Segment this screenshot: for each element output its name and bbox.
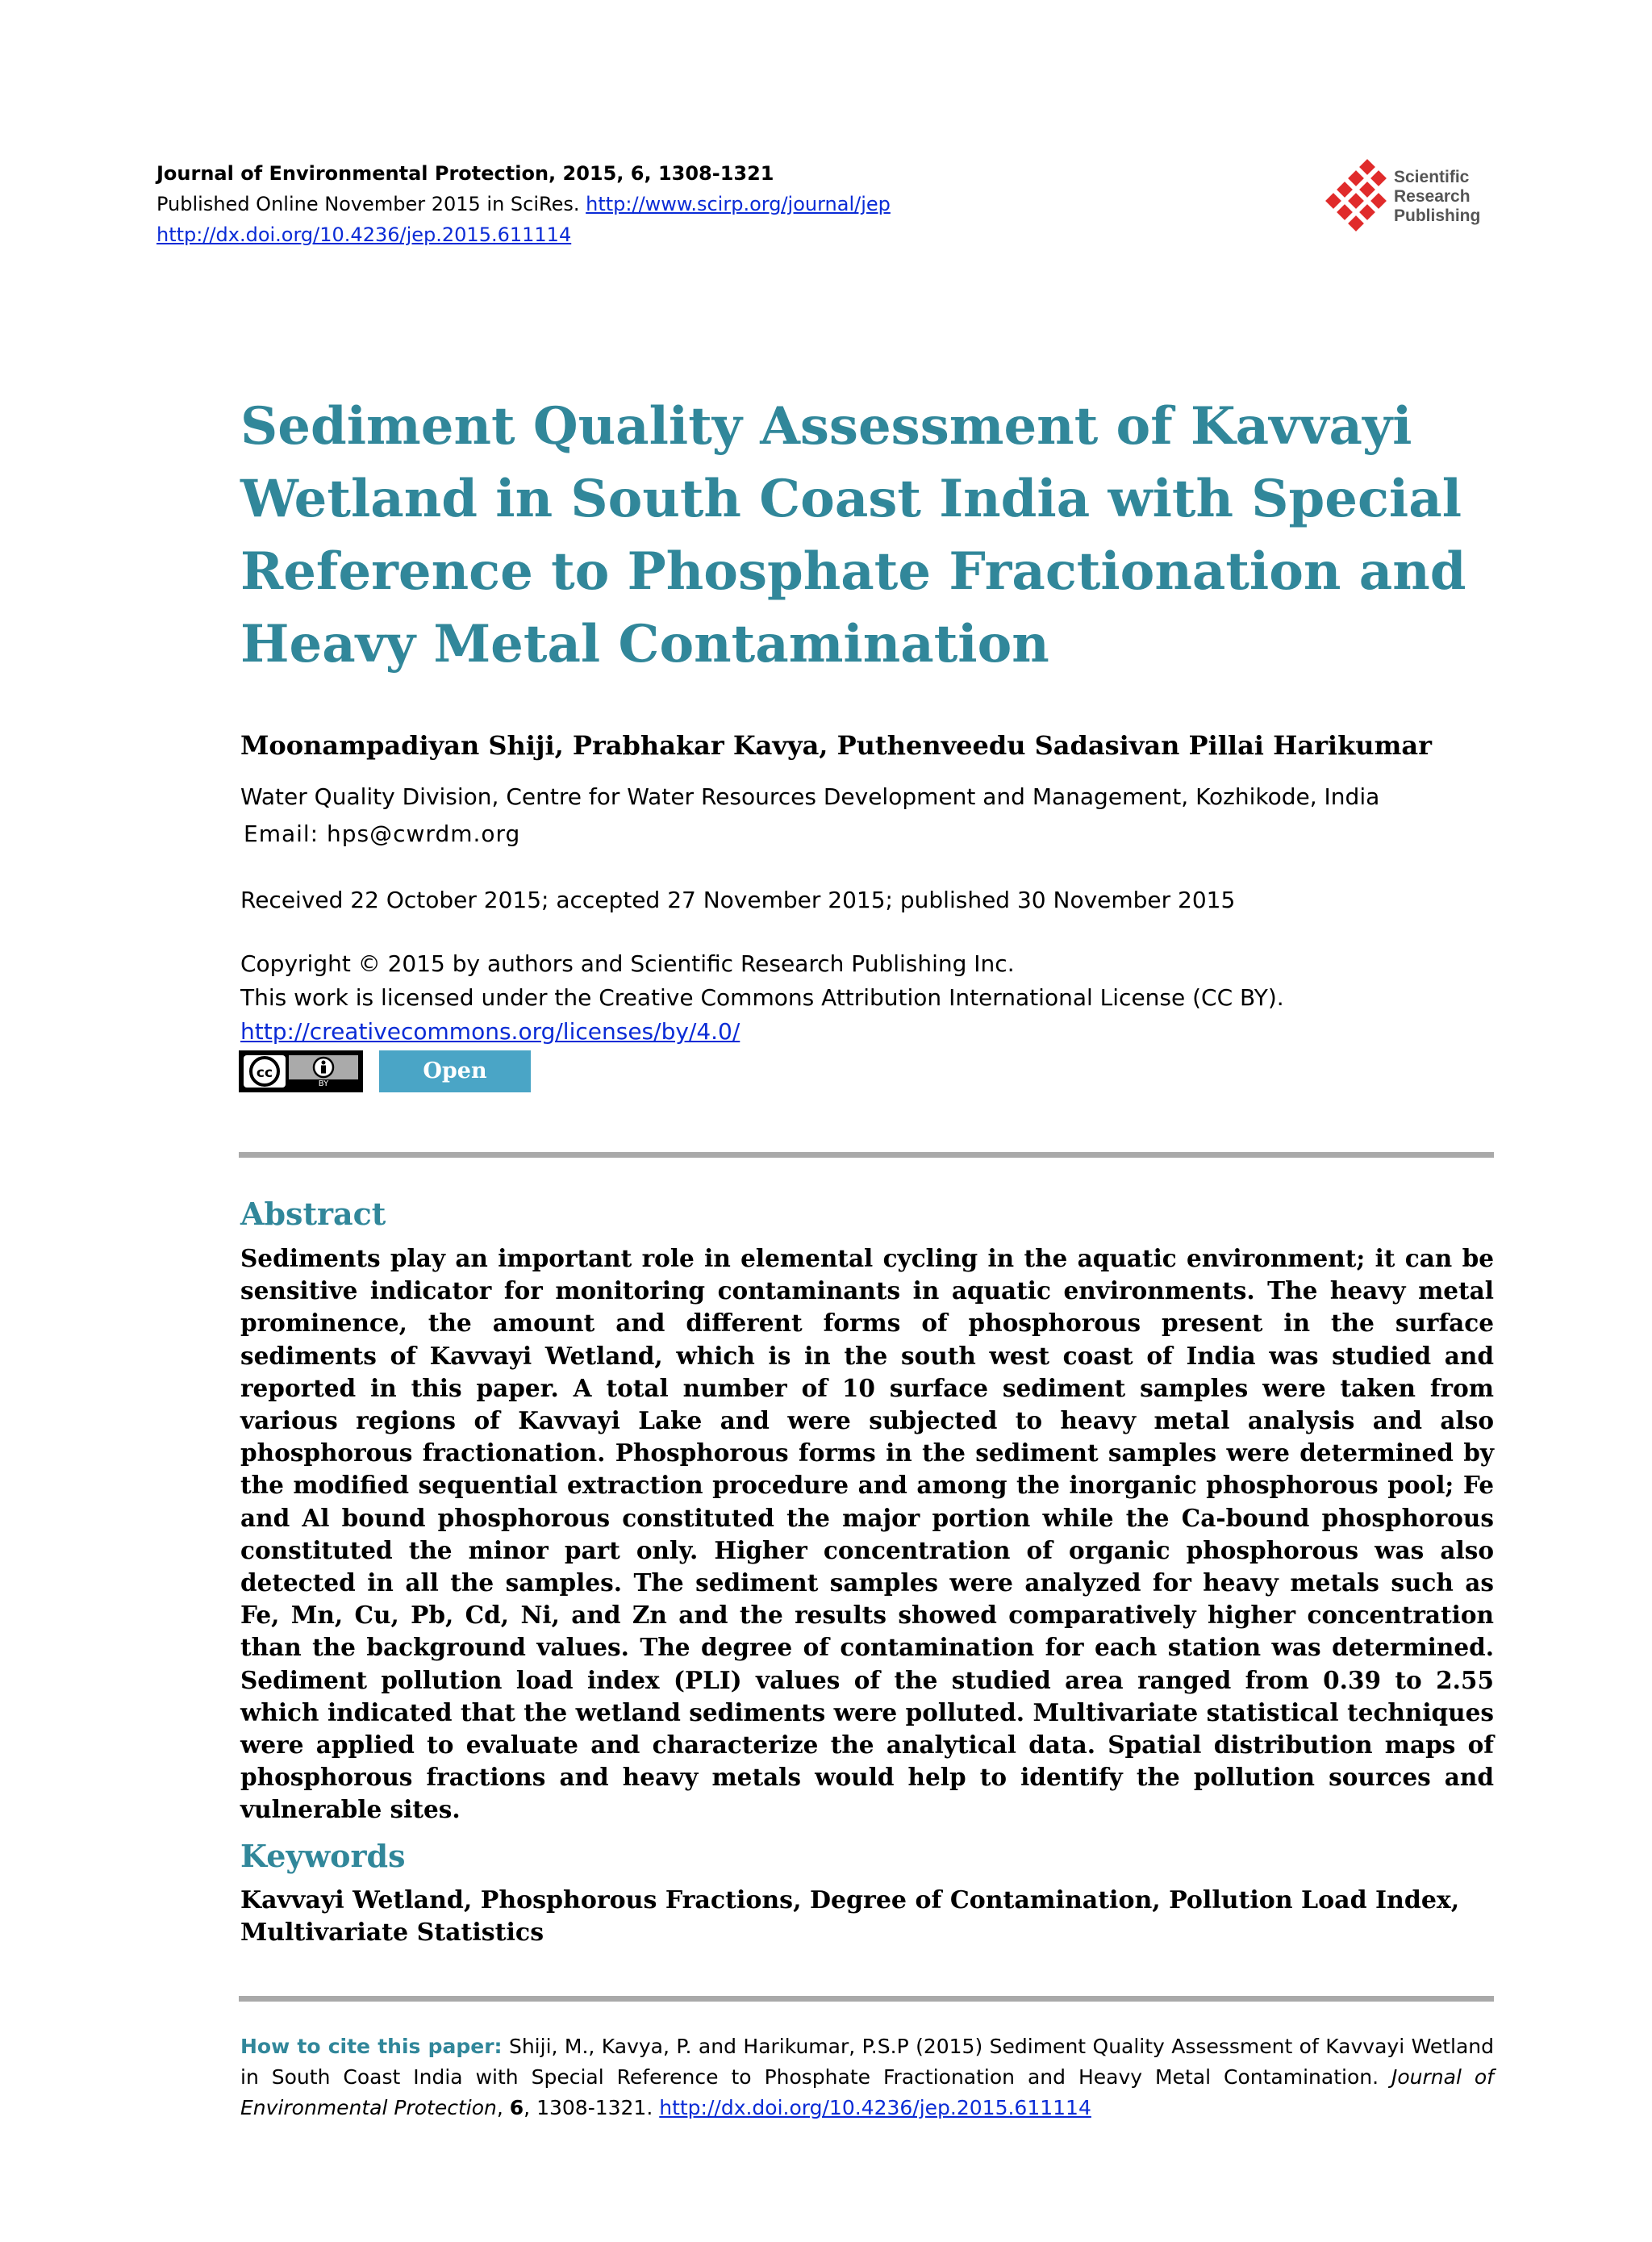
keywords-text: Kavvayi Wetland, Phosphorous Fractions, Degree of Contamination, Pollution Load Index, Multivariate Statistics — [240, 1886, 1460, 1947]
paper-title: Sediment Quality Assessment of Kavvayi Wetland in South Coast India with Special Reference to Phosphate Fractionation and Heavy Metal Contamination — [240, 396, 1466, 674]
section-divider-bottom — [239, 1996, 1494, 2002]
citation-volume: 6 — [509, 2096, 524, 2119]
cc-by-badge[interactable] — [239, 1050, 363, 1092]
published-prefix: Published Online November 2015 in SciRes. — [156, 193, 586, 215]
section-divider-top — [239, 1152, 1494, 1158]
cc-logo-icon — [244, 1055, 286, 1088]
license-url-line — [240, 1015, 1284, 1049]
publisher-name-line2: Research — [1394, 187, 1471, 206]
contact-email: Email: hps@cwrdm.org — [244, 820, 521, 847]
copyright-block — [240, 947, 1284, 1049]
citation-pages: , 1308-1321. — [524, 2096, 660, 2119]
license-link[interactable]: http://creativecommons.org/licenses/by/4.0/ — [240, 1018, 740, 1045]
journal-header — [156, 158, 1205, 250]
publisher-name-line3: Publishing — [1394, 207, 1481, 225]
published-line — [156, 189, 1205, 219]
doi-link[interactable]: http://dx.doi.org/10.4236/jep.2015.611114 — [156, 223, 572, 246]
journal-url-link[interactable]: http://www.scirp.org/journal/jep — [586, 193, 891, 215]
svg-text:cc: cc — [256, 1065, 273, 1081]
diamond-grid-icon — [1320, 158, 1394, 236]
copyright-line: Copyright © 2015 by authors and Scientific Research Publishing Inc. — [240, 950, 1015, 977]
abstract-heading: Abstract — [240, 1196, 386, 1232]
journal-citation-line: Journal of Environmental Protection, 2015, 6, 1308-1321 — [156, 162, 774, 185]
keywords-heading: Keywords — [240, 1838, 406, 1874]
citation-doi-link[interactable]: http://dx.doi.org/10.4236/jep.2015.611114 — [659, 2096, 1091, 2119]
publication-dates: Received 22 October 2015; accepted 27 November 2015; published 30 November 2015 — [240, 887, 1236, 913]
doi-line — [156, 219, 1205, 250]
citation-label: How to cite this paper: — [240, 2035, 503, 2058]
citation-block — [240, 2031, 1494, 2123]
citation-separator: , — [496, 2096, 510, 2119]
author-list: Moonampadiyan Shiji, Prabhakar Kavya, Puthenveedu Sadasivan Pillai Harikumar — [240, 730, 1432, 761]
open-access-badge: Open Access — [379, 1050, 531, 1092]
publisher-name-line1: Scientific — [1394, 168, 1470, 186]
abstract-text: Sediments play an important role in elemental cycling in the aquatic environment; it can be sensitive indicator for monitoring contaminants in aquatic environments. The heavy metal prominence, the amount and different forms of phosphorous present in the surface sediments of Kavvayi Wetland, which is in the south west coast of India was studied and reported in this paper. A total number of 10 surface sediment samples were taken from various regions of Kavvayi Lake and were subjected to heavy metal analysis and also phosphorous fractionation. Phosphorous forms in the sediment samples were determined by the modified sequential extraction procedure and among the inorganic phosphorous pool; Fe and Al bound phosphorous constituted the major portion while the Ca-bound phosphorous constituted the minor part only. Higher concentration of organic phosphorous was also detected in all the samples. The sediment samples were analyzed for heavy metals such as Fe, Mn, Cu, Pb, Cd, Ni, and Zn and the results showed comparatively higher concentration than the background values. The degree of contamination for each station was determined. Sediment pollution load index (PLI) values of the studied area ranged from 0.39 to 2.55 which indicated that the wetland sediments were polluted. Multivariate statistical techniques were applied to evaluate and characterize the analytical data. Spatial distribution maps of phosphorous fractions and heavy metals would help to identify the pollution sources and vulnerable sites. — [240, 1244, 1494, 1824]
publisher-name — [1394, 168, 1480, 226]
affiliation: Water Quality Division, Centre for Water Resources Development and Management, Kozhikode, India — [240, 783, 1380, 810]
attribution-person-icon — [289, 1055, 358, 1079]
citation-journal: Journal of Environmental Protection — [240, 2065, 1494, 2119]
cc-by-label: BY — [318, 1079, 329, 1088]
publisher-logo — [1320, 158, 1497, 236]
license-line: This work is licensed under the Creative Commons Attribution International License (CC BY). — [240, 984, 1284, 1011]
citation-text: Shiji, M., Kavya, P. and Harikumar, P.S.P (2015) Sediment Quality Assessment of Kavvayi Wetland in South Coast India with Special Reference to Phosphate Fractionation and Heavy Metal Contamination. — [240, 2035, 1494, 2089]
